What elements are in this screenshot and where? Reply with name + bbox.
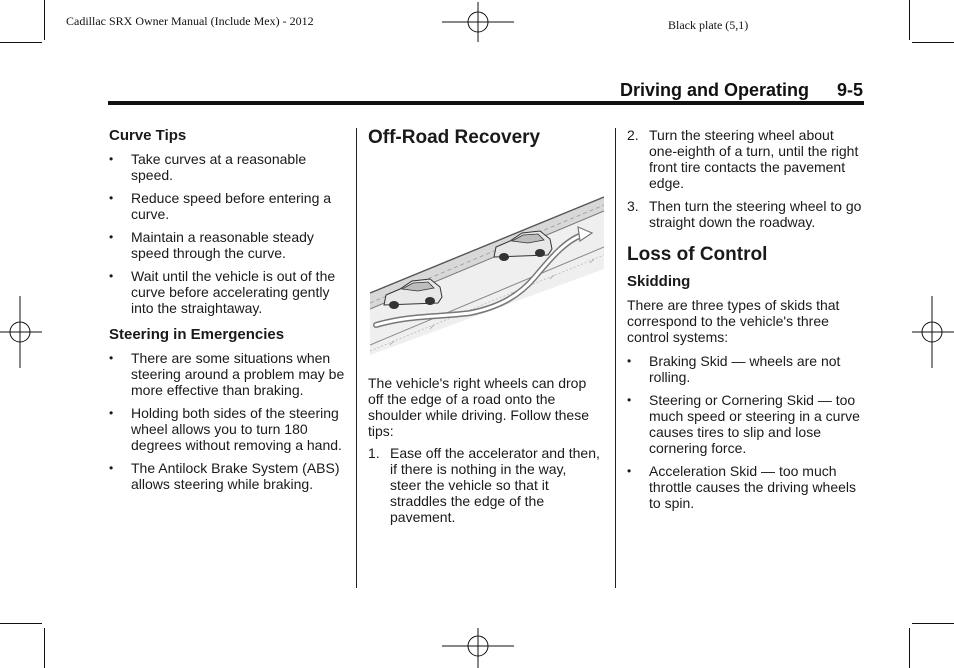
step-text: Ease off the accelerator and then, if there is nothing in the way, steer the vehicle so that it straddles the edge of the pavement. [390,445,600,525]
steering-heading: Steering in Emergencies [109,326,285,343]
list-item: • Reduce speed before entering a curve. [109,190,345,222]
registration-mark-icon [442,624,514,668]
registration-mark-icon [0,296,44,368]
list-item: • Acceleration Skid — too much throttle causes the driving wheels to spin. [627,463,863,511]
loss-of-control-heading: Loss of Control [627,244,768,265]
steering-list [109,350,345,492]
skid-types-list [627,353,863,511]
registration-mark-icon [442,2,514,46]
off-road-steps [368,445,600,525]
crop-mark [912,623,954,624]
step-number: 2. [627,127,639,143]
step-number: 1. [368,445,380,461]
header-rule [108,101,864,105]
crop-mark [909,628,910,668]
chapter-title: Driving and Operating [619,80,809,100]
list-item: • Take curves at a reasonable speed. [109,151,345,183]
curve-tips-list [109,151,345,316]
skidding-heading: Skidding [627,273,691,290]
list-item: • Braking Skid — wheels are not rolling. [627,353,863,385]
page-number: 9-5 [836,80,863,100]
column-left [109,127,345,499]
crop-mark [44,628,45,668]
off-road-intro: The vehicle's right wheels can drop off the edge of a road onto the shoulder while driving. Follow these tips: [368,375,589,439]
chapter-header [620,80,863,101]
column-divider [356,128,357,588]
list-item: • Wait until the vehicle is out of the curve before accelerating gently into the straightaway. [109,268,345,316]
column-right [627,127,863,518]
list-item: • Steering or Cornering Skid — too much speed or steering in a curve causes tires to slip and lose cornering force. [627,392,863,456]
skidding-intro: There are three types of skids that correspond to the vehicle's three control systems: [627,297,840,345]
crop-mark [912,42,954,43]
manual-title: Cadillac SRX Owner Manual (Include Mex) - 2012 [66,14,314,28]
list-item: • There are some situations when steering around a problem may be more effective than braking. [109,350,345,398]
crop-mark [44,0,45,40]
registration-mark-icon [910,296,954,368]
curve-tips-heading: Curve Tips [109,127,187,144]
column-middle [368,127,600,532]
crop-mark [0,623,42,624]
list-item [627,127,863,191]
plate-label: Black plate (5,1) [668,18,749,32]
column-divider [615,128,616,588]
step-text: Turn the steering wheel about one-eighth of a turn, until the right front tire contacts the pavement edge. [649,127,859,191]
off-road-heading: Off-Road Recovery [368,127,541,148]
crop-mark [0,42,42,43]
list-item: • Maintain a reasonable steady speed through the curve. [109,229,345,261]
list-item [627,198,863,230]
list-item: • The Antilock Brake System (ABS) allows steering while braking. [109,460,345,492]
step-text: Then turn the steering wheel to go straight down the roadway. [649,198,862,230]
list-item: • Holding both sides of the steering wheel allows you to turn 180 degrees without removing a hand. [109,405,345,453]
list-item [368,445,600,525]
off-road-steps-continued [627,127,863,230]
step-number: 3. [627,198,639,214]
crop-mark [909,0,910,40]
off-road-illustration [370,175,604,355]
